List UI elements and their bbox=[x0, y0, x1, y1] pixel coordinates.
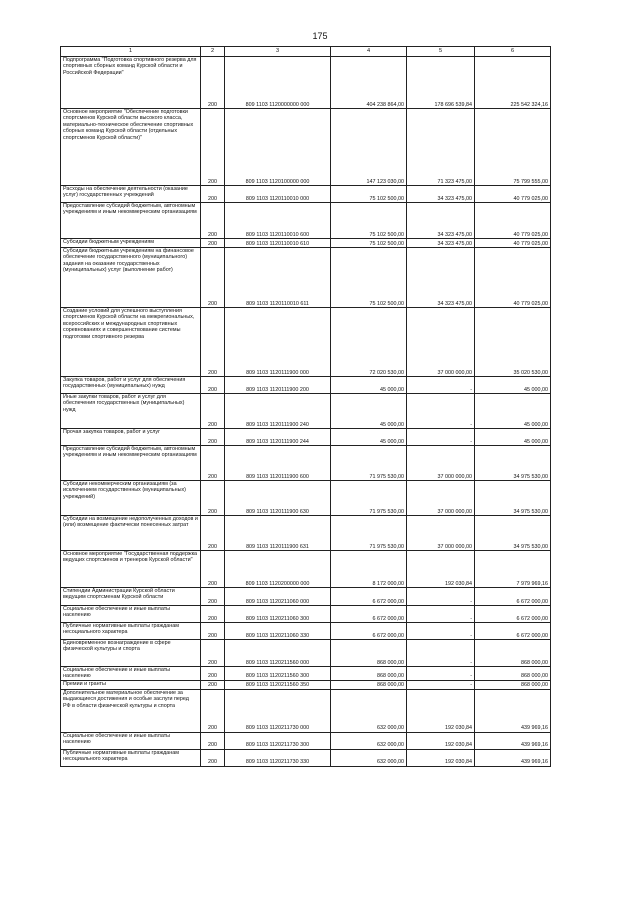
row-code-cell: 809 1103 1120110010 610 bbox=[225, 239, 331, 248]
row-amount-cell: 45 000,00 bbox=[475, 429, 551, 446]
row-code-cell: 809 1103 1120111900 630 bbox=[225, 481, 331, 516]
row-amount-cell: 40 779 025,00 bbox=[475, 186, 551, 203]
row-amount-cell: 404 238 864,00 bbox=[331, 57, 407, 109]
row-amount-cell: 147 123 030,00 bbox=[331, 109, 407, 186]
row-col2-cell: 200 bbox=[201, 481, 225, 516]
row-amount-cell: 6 672 000,00 bbox=[475, 606, 551, 623]
table-row bbox=[61, 667, 551, 681]
row-amount-cell: 40 779 025,00 bbox=[475, 203, 551, 239]
row-amount-cell: 75 102 500,00 bbox=[331, 203, 407, 239]
row-col2-cell: 200 bbox=[201, 749, 225, 766]
row-name-cell: Создание условий для успешного выступления спортсменов Курской области на межрегиональных, всероссийских и международных спортивных соревнованиях и совершенствование системы подготовки спортивного резерва bbox=[61, 308, 201, 377]
row-col2-cell: 200 bbox=[201, 516, 225, 551]
table-row bbox=[61, 689, 551, 732]
row-amount-cell: 192 030,84 bbox=[407, 749, 475, 766]
row-amount-cell: 75 102 500,00 bbox=[331, 248, 407, 308]
row-col2-cell: 200 bbox=[201, 186, 225, 203]
row-name-cell: Стипендии Администрации Курской области ведущим спортсменам Курской области bbox=[61, 588, 201, 606]
row-amount-cell: - bbox=[407, 680, 475, 689]
row-amount-cell: 868 000,00 bbox=[475, 680, 551, 689]
column-header: 4 bbox=[331, 47, 407, 57]
row-code-cell: 809 1103 1120100000 000 bbox=[225, 109, 331, 186]
row-name-cell: Субсидии бюджетным учреждениям bbox=[61, 239, 201, 248]
row-amount-cell: 632 000,00 bbox=[331, 749, 407, 766]
table-row bbox=[61, 623, 551, 640]
table-row bbox=[61, 481, 551, 516]
table-row bbox=[61, 446, 551, 481]
row-amount-cell: 868 000,00 bbox=[331, 680, 407, 689]
table-row bbox=[61, 429, 551, 446]
table-row bbox=[61, 57, 551, 109]
table-row bbox=[61, 732, 551, 749]
row-col2-cell: 200 bbox=[201, 239, 225, 248]
column-header: 1 bbox=[61, 47, 201, 57]
table-row bbox=[61, 551, 551, 588]
row-amount-cell: 45 000,00 bbox=[331, 394, 407, 429]
row-code-cell: 809 1103 1120211060 000 bbox=[225, 588, 331, 606]
row-amount-cell: 34 323 475,00 bbox=[407, 186, 475, 203]
row-amount-cell: - bbox=[407, 377, 475, 394]
row-amount-cell: - bbox=[407, 640, 475, 667]
row-amount-cell: 75 102 500,00 bbox=[331, 186, 407, 203]
row-code-cell: 809 1103 1120110010 000 bbox=[225, 186, 331, 203]
row-name-cell: Подпрограмма "Подготовка спортивного резерва для спортивных сборных команд Курской области и Российской Федерации" bbox=[61, 57, 201, 109]
row-amount-cell: 632 000,00 bbox=[331, 732, 407, 749]
row-amount-cell: 75 799 555,00 bbox=[475, 109, 551, 186]
row-name-cell: Социальное обеспечение и иные выплаты населению bbox=[61, 667, 201, 681]
row-amount-cell: 192 030,84 bbox=[407, 551, 475, 588]
row-amount-cell: 35 020 530,00 bbox=[475, 308, 551, 377]
row-amount-cell: 7 979 969,16 bbox=[475, 551, 551, 588]
row-amount-cell: 178 696 539,84 bbox=[407, 57, 475, 109]
row-amount-cell: 8 172 000,00 bbox=[331, 551, 407, 588]
row-amount-cell: 439 969,16 bbox=[475, 689, 551, 732]
table-row bbox=[61, 606, 551, 623]
row-amount-cell: - bbox=[407, 623, 475, 640]
row-amount-cell: 37 000 000,00 bbox=[407, 481, 475, 516]
row-col2-cell: 200 bbox=[201, 109, 225, 186]
row-col2-cell: 200 bbox=[201, 446, 225, 481]
row-amount-cell: 868 000,00 bbox=[331, 640, 407, 667]
table-row bbox=[61, 749, 551, 766]
row-code-cell: 809 1103 1120000000 000 bbox=[225, 57, 331, 109]
table-row bbox=[61, 186, 551, 203]
row-amount-cell: 71 323 475,00 bbox=[407, 109, 475, 186]
row-code-cell: 809 1103 1120211060 330 bbox=[225, 623, 331, 640]
row-amount-cell: 192 030,84 bbox=[407, 689, 475, 732]
row-name-cell: Субсидии на возмещение недополученных доходов и (или) возмещение фактически понесенных затрат bbox=[61, 516, 201, 551]
row-amount-cell: 45 000,00 bbox=[475, 394, 551, 429]
row-amount-cell: 439 969,16 bbox=[475, 749, 551, 766]
row-amount-cell: 45 000,00 bbox=[475, 377, 551, 394]
row-amount-cell: 71 975 530,00 bbox=[331, 446, 407, 481]
row-col2-cell: 200 bbox=[201, 57, 225, 109]
row-amount-cell: 34 323 475,00 bbox=[407, 248, 475, 308]
table-row bbox=[61, 109, 551, 186]
row-col2-cell: 200 bbox=[201, 732, 225, 749]
row-amount-cell: 34 975 530,00 bbox=[475, 481, 551, 516]
row-amount-cell: - bbox=[407, 429, 475, 446]
page-number: 175 bbox=[312, 31, 328, 41]
table-row bbox=[61, 640, 551, 667]
row-code-cell: 809 1103 1120211730 000 bbox=[225, 689, 331, 732]
row-code-cell: 809 1103 1120110010 600 bbox=[225, 203, 331, 239]
row-amount-cell: 192 030,84 bbox=[407, 732, 475, 749]
row-amount-cell: 75 102 500,00 bbox=[331, 239, 407, 248]
row-col2-cell: 200 bbox=[201, 377, 225, 394]
row-name-cell: Социальное обеспечение и иные выплаты населению bbox=[61, 732, 201, 749]
row-name-cell: Предоставление субсидий бюджетным, автономным учреждениям и иным некоммерческим организациям bbox=[61, 203, 201, 239]
row-col2-cell: 200 bbox=[201, 248, 225, 308]
table-row bbox=[61, 248, 551, 308]
column-header: 2 bbox=[201, 47, 225, 57]
header-row bbox=[61, 47, 551, 57]
row-amount-cell: 45 000,00 bbox=[331, 429, 407, 446]
row-amount-cell: - bbox=[407, 667, 475, 681]
row-amount-cell: 6 672 000,00 bbox=[475, 623, 551, 640]
table-row bbox=[61, 377, 551, 394]
row-amount-cell: 868 000,00 bbox=[475, 640, 551, 667]
row-col2-cell: 200 bbox=[201, 689, 225, 732]
row-amount-cell: 45 000,00 bbox=[331, 377, 407, 394]
column-header: 3 bbox=[225, 47, 331, 57]
row-amount-cell: - bbox=[407, 588, 475, 606]
row-amount-cell: 40 779 025,00 bbox=[475, 248, 551, 308]
row-amount-cell: 37 000 000,00 bbox=[407, 308, 475, 377]
row-amount-cell: - bbox=[407, 606, 475, 623]
table-row bbox=[61, 680, 551, 689]
row-amount-cell: 37 000 000,00 bbox=[407, 446, 475, 481]
table-row bbox=[61, 516, 551, 551]
row-name-cell: Дополнительное материальное обеспечение за выдающиеся достижения и особые заслуги перед РФ в области физической культуры и спорта bbox=[61, 689, 201, 732]
table-row bbox=[61, 239, 551, 248]
row-amount-cell: - bbox=[407, 394, 475, 429]
row-amount-cell: 71 975 530,00 bbox=[331, 481, 407, 516]
row-col2-cell: 200 bbox=[201, 429, 225, 446]
row-name-cell: Прочая закупка товаров, работ и услуг bbox=[61, 429, 201, 446]
row-name-cell: Иные закупки товаров, работ и услуг для обеспечения государственных (муниципальных) нужд bbox=[61, 394, 201, 429]
row-code-cell: 809 1103 1120111900 631 bbox=[225, 516, 331, 551]
column-header: 6 bbox=[475, 47, 551, 57]
column-header: 5 bbox=[407, 47, 475, 57]
row-amount-cell: 34 323 475,00 bbox=[407, 203, 475, 239]
row-amount-cell: 868 000,00 bbox=[475, 667, 551, 681]
row-col2-cell: 200 bbox=[201, 680, 225, 689]
row-code-cell: 809 1103 1120111900 000 bbox=[225, 308, 331, 377]
row-amount-cell: 439 969,16 bbox=[475, 732, 551, 749]
row-name-cell: Публичные нормативные выплаты гражданам несоциального характера bbox=[61, 623, 201, 640]
row-amount-cell: 34 975 530,00 bbox=[475, 446, 551, 481]
row-col2-cell: 200 bbox=[201, 623, 225, 640]
row-amount-cell: 40 779 025,00 bbox=[475, 239, 551, 248]
row-amount-cell: 6 672 000,00 bbox=[475, 588, 551, 606]
row-amount-cell: 37 000 000,00 bbox=[407, 516, 475, 551]
row-amount-cell: 632 000,00 bbox=[331, 689, 407, 732]
table-row bbox=[61, 308, 551, 377]
row-col2-cell: 200 bbox=[201, 667, 225, 681]
row-code-cell: 809 1103 1120200000 000 bbox=[225, 551, 331, 588]
row-col2-cell: 200 bbox=[201, 551, 225, 588]
row-code-cell: 809 1103 1120211560 000 bbox=[225, 640, 331, 667]
row-code-cell: 809 1103 1120111900 240 bbox=[225, 394, 331, 429]
row-col2-cell: 200 bbox=[201, 640, 225, 667]
row-name-cell: Премии и гранты bbox=[61, 680, 201, 689]
row-code-cell: 809 1103 1120111900 600 bbox=[225, 446, 331, 481]
row-code-cell: 809 1103 1120211060 300 bbox=[225, 606, 331, 623]
table-row bbox=[61, 394, 551, 429]
row-code-cell: 809 1103 1120211560 300 bbox=[225, 667, 331, 681]
table-row bbox=[61, 588, 551, 606]
row-name-cell: Предоставление субсидий бюджетным, автономным учреждениям и иным некоммерческим организациям bbox=[61, 446, 201, 481]
row-name-cell: Расходы на обеспечение деятельности (оказание услуг) государственных учреждений bbox=[61, 186, 201, 203]
row-code-cell: 809 1103 1120211560 350 bbox=[225, 680, 331, 689]
row-col2-cell: 200 bbox=[201, 588, 225, 606]
row-name-cell: Единовременное вознаграждение в сфере физической культуры и спорта bbox=[61, 640, 201, 667]
row-name-cell: Публичные нормативные выплаты гражданам несоциального характера bbox=[61, 749, 201, 766]
budget-table bbox=[60, 46, 551, 767]
row-amount-cell: 71 975 530,00 bbox=[331, 516, 407, 551]
row-col2-cell: 200 bbox=[201, 203, 225, 239]
row-name-cell: Субсидии бюджетным учреждениям на финансовое обеспечение государственного (муниципального) задания на оказание государственных (муниципальных) услуг (выполнение работ) bbox=[61, 248, 201, 308]
row-name-cell: Основное мероприятие "Обеспечение подготовки спортсменов Курской области высокого класса, материально-техническое обеспечение спортивных сборных команд Курской области (отдельных спортсменов Курской области)" bbox=[61, 109, 201, 186]
row-name-cell: Социальное обеспечение и иные выплаты населению bbox=[61, 606, 201, 623]
row-code-cell: 809 1103 1120110010 611 bbox=[225, 248, 331, 308]
row-col2-cell: 200 bbox=[201, 394, 225, 429]
row-code-cell: 809 1103 1120211730 300 bbox=[225, 732, 331, 749]
row-code-cell: 809 1103 1120111900 244 bbox=[225, 429, 331, 446]
row-amount-cell: 225 542 324,16 bbox=[475, 57, 551, 109]
row-amount-cell: 6 672 000,00 bbox=[331, 606, 407, 623]
row-amount-cell: 34 975 530,00 bbox=[475, 516, 551, 551]
table-row bbox=[61, 203, 551, 239]
row-amount-cell: 6 672 000,00 bbox=[331, 588, 407, 606]
row-amount-cell: 868 000,00 bbox=[331, 667, 407, 681]
row-code-cell: 809 1103 1120111900 200 bbox=[225, 377, 331, 394]
row-code-cell: 809 1103 1120211730 330 bbox=[225, 749, 331, 766]
row-col2-cell: 200 bbox=[201, 308, 225, 377]
row-amount-cell: 6 672 000,00 bbox=[331, 623, 407, 640]
row-name-cell: Закупка товаров, работ и услуг для обеспечения государственных (муниципальных) нужд bbox=[61, 377, 201, 394]
row-name-cell: Основное мероприятие "Государственная поддержка ведущих спортсменов и тренеров Курской области" bbox=[61, 551, 201, 588]
row-amount-cell: 34 323 475,00 bbox=[407, 239, 475, 248]
row-col2-cell: 200 bbox=[201, 606, 225, 623]
row-name-cell: Субсидии некоммерческим организациям (за исключением государственных (муниципальных) учреждений) bbox=[61, 481, 201, 516]
row-amount-cell: 72 020 530,00 bbox=[331, 308, 407, 377]
